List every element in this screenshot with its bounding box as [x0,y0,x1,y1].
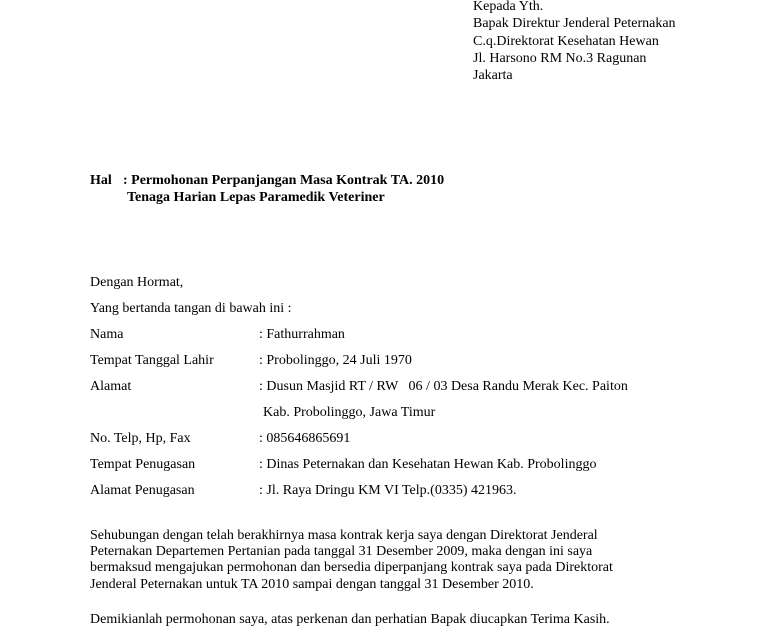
field-value-alamat-cont: Kab. Probolinggo, Jawa Timur [263,405,436,420]
field-value-alamat-penugasan: : Jl. Raya Dringu KM VI Telp.(0335) 421963. [259,483,517,498]
field-value-telp: : 085646865691 [259,431,351,446]
recipient-address [473,0,676,84]
field-label-alamat: Alamat [90,379,132,394]
subject-line-1: : Permohonan Perpanjangan Masa Kontrak TA. 2010 [123,173,445,188]
field-label-telp: No. Telp, Hp, Fax [90,431,191,446]
field-label-alamat-penugasan: Alamat Penugasan [90,483,195,498]
closing-text: Demikianlah permohonan saya, atas perkenan dan perhatian Bapak diucapkan Terima Kasih. [90,612,610,627]
body-paragraph [90,528,690,593]
field-value-ttl: : Probolinggo, 24 Juli 1970 [259,353,412,368]
greeting: Dengan Hormat, [90,275,184,290]
intro-text: Yang bertanda tangan di bawah ini : [90,301,292,316]
subject-line-2: Tenaga Harian Lepas Paramedik Veteriner [127,190,385,205]
field-value-nama: : Fathurrahman [259,327,345,342]
field-value-tempat-penugasan: : Dinas Peternakan dan Kesehatan Hewan Kab. Probolinggo [259,457,597,472]
subject-heading [90,172,444,206]
field-label-tempat-penugasan: Tempat Penugasan [90,457,196,472]
field-value-alamat: : Dusun Masjid RT / RW 06 / 03 Desa Randu Merak Kec. Paiton [259,379,628,394]
field-label-nama: Nama [90,327,124,342]
recipient-line: C.q.Direktorat Kesehatan Hewan [473,33,659,49]
recipient-line: Jl. Harsono RM No.3 Ragunan [473,50,647,66]
recipient-line: Kepada Yth. [473,0,544,14]
paragraph-line: Peternakan Departemen Pertanian pada tanggal 31 Desember 2009, maka dengan ini saya [90,544,593,560]
subject-label: Hal [90,173,112,188]
paragraph-line: Jenderal Peternakan untuk TA 2010 sampai dengan tanggal 31 Desember 2010. [90,576,534,592]
field-label-ttl: Tempat Tanggal Lahir [90,353,214,368]
recipient-line: Bapak Direktur Jenderal Peternakan [473,16,676,32]
paragraph-line: Sehubungan dengan telah berakhirnya masa kontrak kerja saya dengan Direktorat Jenderal [90,528,598,543]
recipient-line: Jakarta [473,68,513,84]
paragraph-line: bermaksud mengajukan permohonan dan bersedia diperpanjang kontrak saya pada Direktorat [90,560,613,576]
